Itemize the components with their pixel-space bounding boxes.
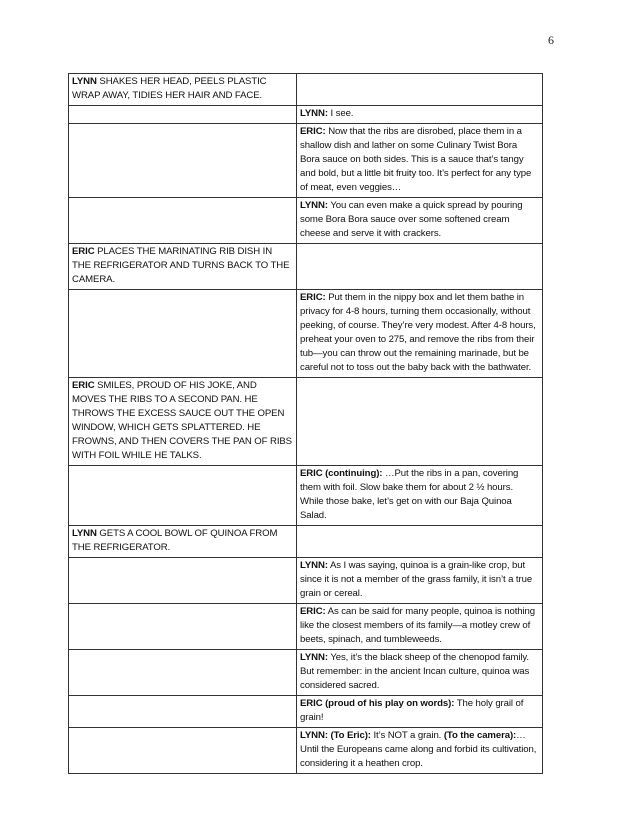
direction-text: SMILES, PROUD OF HIS JOKE, AND MOVES THE RIBS TO A SECOND PAN. HE THROWS THE EXCESS SAUCE OUT THE OPEN WINDOW, WHICH GETS SPLATTERED. HE FROWNS, AND THEN COVERS THE PAN OF RIBS WITH FOIL WHILE HE TALKS. bbox=[72, 380, 292, 461]
dialogue-text: Yes, it’s the black sheep of the chenopod family. But remember: in the ancient Incan culture, quinoa was considered sacred. bbox=[300, 652, 530, 691]
dialogue-text: …Put the ribs in a pan, covering them with foil. Slow bake them for about 2 ½ hours. While those bake, let’s get on with our Baja Quinoa Salad. bbox=[300, 468, 519, 521]
stage-direction-cell bbox=[69, 244, 297, 290]
dialogue-cell-empty bbox=[297, 74, 543, 106]
stage-direction-cell-empty bbox=[69, 290, 297, 378]
stage-direction-cell bbox=[69, 74, 297, 106]
table-row bbox=[69, 558, 543, 604]
dialogue-speaker: ERIC: bbox=[300, 126, 326, 137]
direction-speaker: ERIC bbox=[72, 380, 95, 391]
dialogue-speaker: LYNN: bbox=[300, 108, 328, 119]
dialogue-cell bbox=[297, 558, 543, 604]
dialogue-speaker: LYNN: bbox=[300, 560, 328, 571]
stage-direction-cell-empty bbox=[69, 728, 297, 774]
dialogue-speaker: ERIC: bbox=[300, 606, 326, 617]
dialogue-speaker: ERIC (proud of his play on words): bbox=[300, 698, 455, 709]
table-row bbox=[69, 198, 543, 244]
stage-direction-cell bbox=[69, 526, 297, 558]
table-row bbox=[69, 290, 543, 378]
dialogue-cell bbox=[297, 696, 543, 728]
table-row bbox=[69, 244, 543, 290]
dialogue-cell-empty bbox=[297, 526, 543, 558]
dialogue-speaker: LYNN: (To Eric): bbox=[300, 730, 371, 741]
direction-text: PLACES THE MARINATING RIB DISH IN THE REFRIGERATOR AND TURNS BACK TO THE CAMERA. bbox=[72, 246, 290, 285]
dialogue-cell bbox=[297, 466, 543, 526]
dialogue-cell-empty bbox=[297, 378, 543, 466]
dialogue-text: Put them in the nippy box and let them bathe in privacy for 4-8 hours, turning them occasionally, without peeking, of course. They’re very modest. After 4-8 hours, preheat your oven to 275, and remove the ribs from their tub—you can throw out the remaining marinade, but be careful not to toss out the baby back with the bathwater. bbox=[300, 292, 536, 373]
dialogue-cell bbox=[297, 290, 543, 378]
dialogue-text: I see. bbox=[327, 108, 354, 119]
dialogue-speaker: ERIC: bbox=[300, 292, 326, 303]
table-row bbox=[69, 466, 543, 526]
dialogue-cell bbox=[297, 124, 543, 198]
table-row bbox=[69, 106, 543, 124]
table-row bbox=[69, 728, 543, 774]
stage-direction-cell-empty bbox=[69, 696, 297, 728]
dialogue-cell bbox=[297, 106, 543, 124]
dialogue-text: You can even make a quick spread by pouring some Bora Bora sauce over some softened cream cheese and serve it with crackers. bbox=[300, 200, 523, 239]
table-row bbox=[69, 696, 543, 728]
stage-direction-cell bbox=[69, 378, 297, 466]
stage-direction-cell-empty bbox=[69, 558, 297, 604]
table-row bbox=[69, 74, 543, 106]
dialogue-cell bbox=[297, 198, 543, 244]
dialogue-cell bbox=[297, 604, 543, 650]
page-number: 6 bbox=[548, 33, 554, 47]
dialogue-cell bbox=[297, 728, 543, 774]
stage-direction-cell-empty bbox=[69, 106, 297, 124]
dialogue-cell bbox=[297, 650, 543, 696]
dialogue-text: …Until the Europeans came along and forbid its cultivation, considering it a heathen crop. bbox=[300, 730, 537, 769]
direction-speaker: ERIC bbox=[72, 246, 95, 257]
stage-direction-cell-empty bbox=[69, 466, 297, 526]
dialogue-cell-empty bbox=[297, 244, 543, 290]
direction-text: GETS A COOL BOWL OF QUINOA FROM THE REFRIGERATOR. bbox=[72, 528, 278, 553]
dialogue-text: Now that the ribs are disrobed, place them in a shallow dish and lather on some Culinary Twist Bora Bora sauce on both sides. This is a sauce that’s tangy and bold, but a little bit fruity too. It’s perfect for any type of meat, even veggies… bbox=[300, 126, 532, 193]
dialogue-parenthetical: (To the camera): bbox=[443, 730, 517, 741]
table-row bbox=[69, 526, 543, 558]
table-row bbox=[69, 378, 543, 466]
stage-direction-cell-empty bbox=[69, 124, 297, 198]
dialogue-speaker: LYNN: bbox=[300, 652, 328, 663]
table-row bbox=[69, 604, 543, 650]
stage-direction-cell-empty bbox=[69, 650, 297, 696]
stage-direction-cell-empty bbox=[69, 198, 297, 244]
script-table bbox=[68, 73, 543, 774]
dialogue-speaker: ERIC (continuing): bbox=[300, 468, 383, 479]
table-row bbox=[69, 124, 543, 198]
dialogue-text: The holy grail of grain! bbox=[300, 698, 524, 723]
direction-speaker: LYNN bbox=[72, 76, 97, 87]
direction-text: SHAKES HER HEAD, PEELS PLASTIC WRAP AWAY, TIDIES HER HAIR AND FACE. bbox=[72, 76, 267, 101]
direction-speaker: LYNN bbox=[72, 528, 97, 539]
stage-direction-cell-empty bbox=[69, 604, 297, 650]
table-row bbox=[69, 650, 543, 696]
dialogue-text: It’s NOT a grain. bbox=[370, 730, 444, 741]
dialogue-text: As I was saying, quinoa is a grain-like crop, but since it is not a member of the grass family, it isn’t a true grain or cereal. bbox=[300, 560, 533, 599]
dialogue-text: As can be said for many people, quinoa is nothing like the closest members of its family—a motley crew of beets, spinach, and tumbleweeds. bbox=[300, 606, 536, 645]
dialogue-speaker: LYNN: bbox=[300, 200, 328, 211]
